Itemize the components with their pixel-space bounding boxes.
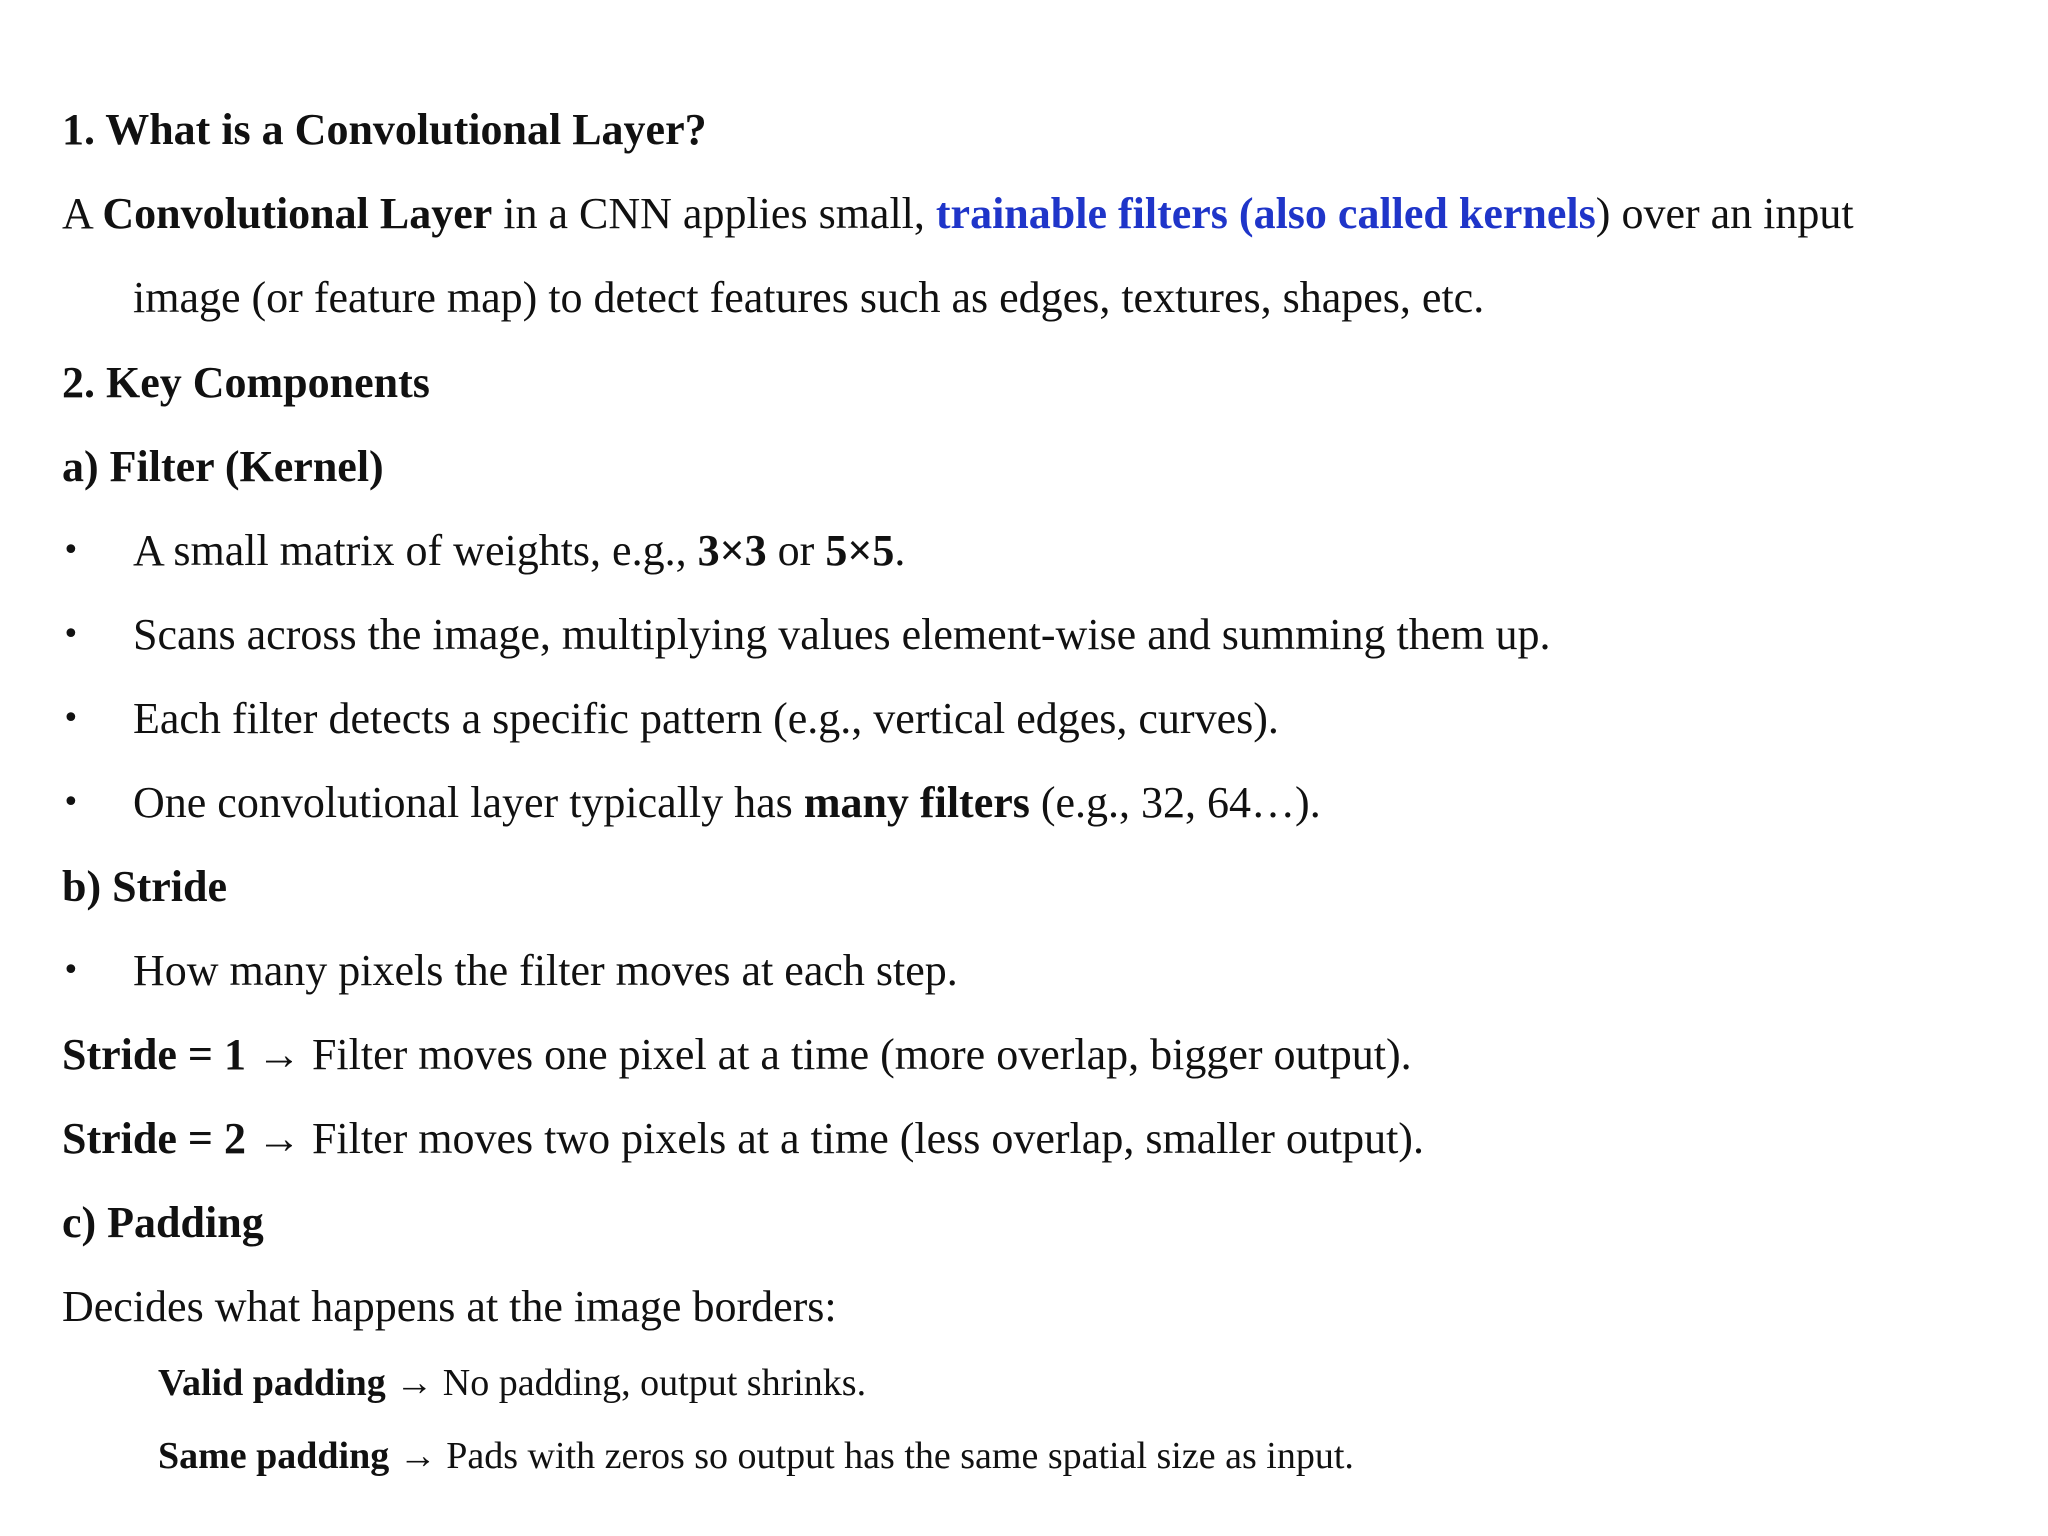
stride-2-line xyxy=(62,1112,1424,1166)
padding-intro: Decides what happens at the image borders: xyxy=(62,1282,837,1331)
heading-padding: c) Padding xyxy=(62,1198,264,1247)
heading-stride: b) Stride xyxy=(62,862,227,911)
bullet-icon: • xyxy=(62,617,80,652)
term-many-filters: many filters xyxy=(803,778,1030,827)
bullet-icon: • xyxy=(62,533,80,568)
valid-padding-label: Valid padding xyxy=(158,1362,386,1404)
heading-key-components: 2. Key Components xyxy=(62,358,430,407)
text-segment: (e.g., 32, 64…). xyxy=(1029,778,1321,827)
term-5x5: 5×5 xyxy=(825,526,895,575)
text-segment: or xyxy=(766,526,826,575)
intro-paragraph-line-1 xyxy=(62,187,1854,241)
list-item-text xyxy=(133,524,905,578)
text-segment: A small matrix of weights, e.g., xyxy=(133,526,698,575)
stride-2-label: Stride = 2 xyxy=(62,1114,246,1163)
bullet-icon: • xyxy=(62,785,80,820)
list-item-text: Each filter detects a specific pattern (e.g., vertical edges, curves). xyxy=(133,694,1279,743)
heading-what-is-conv-layer: 1. What is a Convolutional Layer? xyxy=(62,105,707,154)
text-segment: . xyxy=(894,526,906,575)
bullet-icon: • xyxy=(62,701,80,736)
stride-1-text: → Filter moves one pixel at a time (more overlap, bigger output). xyxy=(245,1030,1412,1079)
intro-term-conv-layer: Convolutional Layer xyxy=(102,189,493,238)
term-3x3: 3×3 xyxy=(697,526,767,575)
intro-text-e: ) over an input xyxy=(1595,189,1854,238)
list-item-text: Scans across the image, multiplying values element-wise and summing them up. xyxy=(133,610,1551,659)
intro-text-c: in a CNN applies small, xyxy=(492,189,936,238)
stride-2-text: → Filter moves two pixels at a time (less overlap, smaller output). xyxy=(245,1114,1424,1163)
intro-text-a: A xyxy=(62,189,103,238)
same-padding-label: Same padding xyxy=(158,1435,390,1477)
bullet-icon: • xyxy=(62,953,80,988)
same-padding-text: → Pads with zeros so output has the same spatial size as input. xyxy=(389,1435,1354,1477)
valid-padding-text: → No padding, output shrinks. xyxy=(385,1362,867,1404)
stride-1-line xyxy=(62,1028,1412,1082)
heading-filter-kernel: a) Filter (Kernel) xyxy=(62,442,384,491)
list-item-text: How many pixels the filter moves at each step. xyxy=(133,946,958,995)
text-segment: One convolutional layer typically has xyxy=(133,778,804,827)
intro-paragraph-line-2: image (or feature map) to detect features such as edges, textures, shapes, etc. xyxy=(133,273,1485,322)
valid-padding-line xyxy=(158,1360,866,1406)
same-padding-line xyxy=(158,1433,1354,1479)
list-item-text xyxy=(133,776,1321,830)
stride-1-label: Stride = 1 xyxy=(62,1030,246,1079)
intro-highlight-filters: trainable filters (also called kernels xyxy=(935,189,1596,238)
